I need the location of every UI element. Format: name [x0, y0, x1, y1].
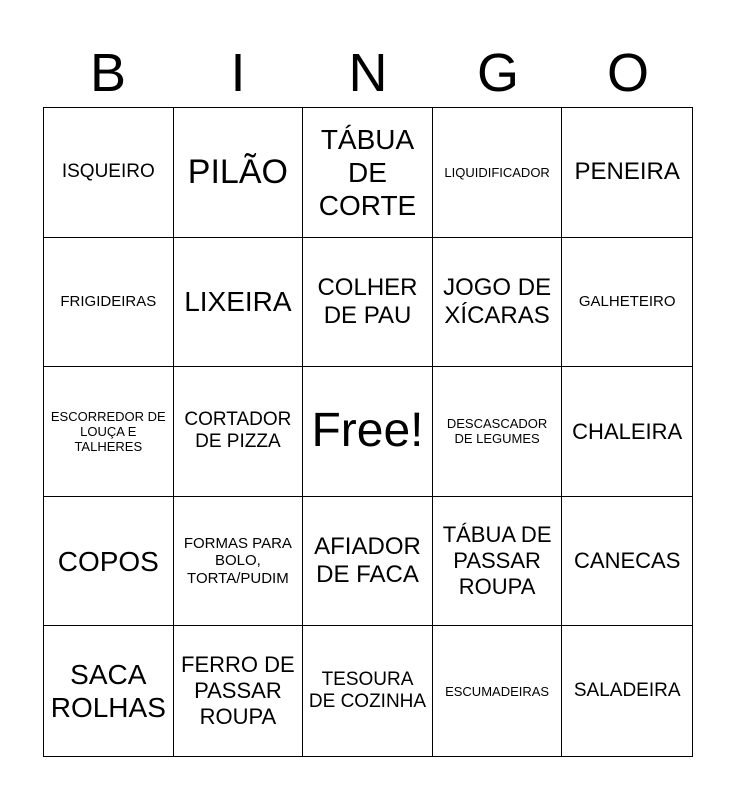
bingo-cell[interactable]: COLHER DE PAU	[303, 238, 433, 368]
bingo-header	[43, 40, 693, 106]
header-letter-g: G	[476, 43, 519, 103]
bingo-cell[interactable]: CORTADOR DE PIZZA	[174, 367, 304, 497]
bingo-board	[43, 107, 693, 757]
bingo-cell[interactable]: COPOS	[44, 497, 174, 627]
bingo-cell[interactable]: PILÃO	[174, 108, 304, 238]
header-letter-n: N	[348, 43, 388, 103]
bingo-cell[interactable]: ESCORREDOR DE LOUÇA E TALHERES	[44, 367, 174, 497]
bingo-cell[interactable]: ESCUMADEIRAS	[433, 626, 563, 756]
bingo-cell[interactable]: SACA ROLHAS	[44, 626, 174, 756]
bingo-cell[interactable]: TÁBUA DE PASSAR ROUPA	[433, 497, 563, 627]
free-space-cell[interactable]: Free!	[303, 367, 433, 497]
bingo-cell[interactable]: LIQUIDIFICADOR	[433, 108, 563, 238]
bingo-cell[interactable]: JOGO DE XÍCARAS	[433, 238, 563, 368]
bingo-cell[interactable]: SALADEIRA	[573, 679, 681, 701]
bingo-cell[interactable]: FERRO DE PASSAR ROUPA	[174, 626, 304, 756]
bingo-cell[interactable]: TESOURA DE COZINHA	[303, 626, 433, 756]
bingo-cell[interactable]: PENEIRA	[562, 108, 692, 238]
bingo-cell[interactable]: AFIADOR DE FACA	[303, 497, 433, 627]
bingo-cell[interactable]: DESCASCADOR DE LEGUMES	[433, 367, 563, 497]
bingo-cell[interactable]: TÁBUA DE CORTE	[303, 108, 433, 238]
header-letter-o: O	[606, 43, 649, 103]
bingo-cell[interactable]: FRIGIDEIRAS	[44, 238, 174, 368]
bingo-cell[interactable]: CANECAS	[562, 497, 692, 627]
header-letter-b: B	[89, 43, 127, 103]
bingo-cell[interactable]: GALHETEIRO	[562, 238, 692, 368]
bingo-cell[interactable]: LIXEIRA	[174, 238, 304, 368]
bingo-cell[interactable]: ISQUEIRO	[44, 108, 174, 238]
bingo-cell[interactable]: CHALEIRA	[562, 367, 692, 497]
header-letter-i: I	[230, 43, 246, 103]
bingo-cell[interactable]: FORMAS PARA BOLO, TORTA/PUDIM	[174, 497, 304, 627]
